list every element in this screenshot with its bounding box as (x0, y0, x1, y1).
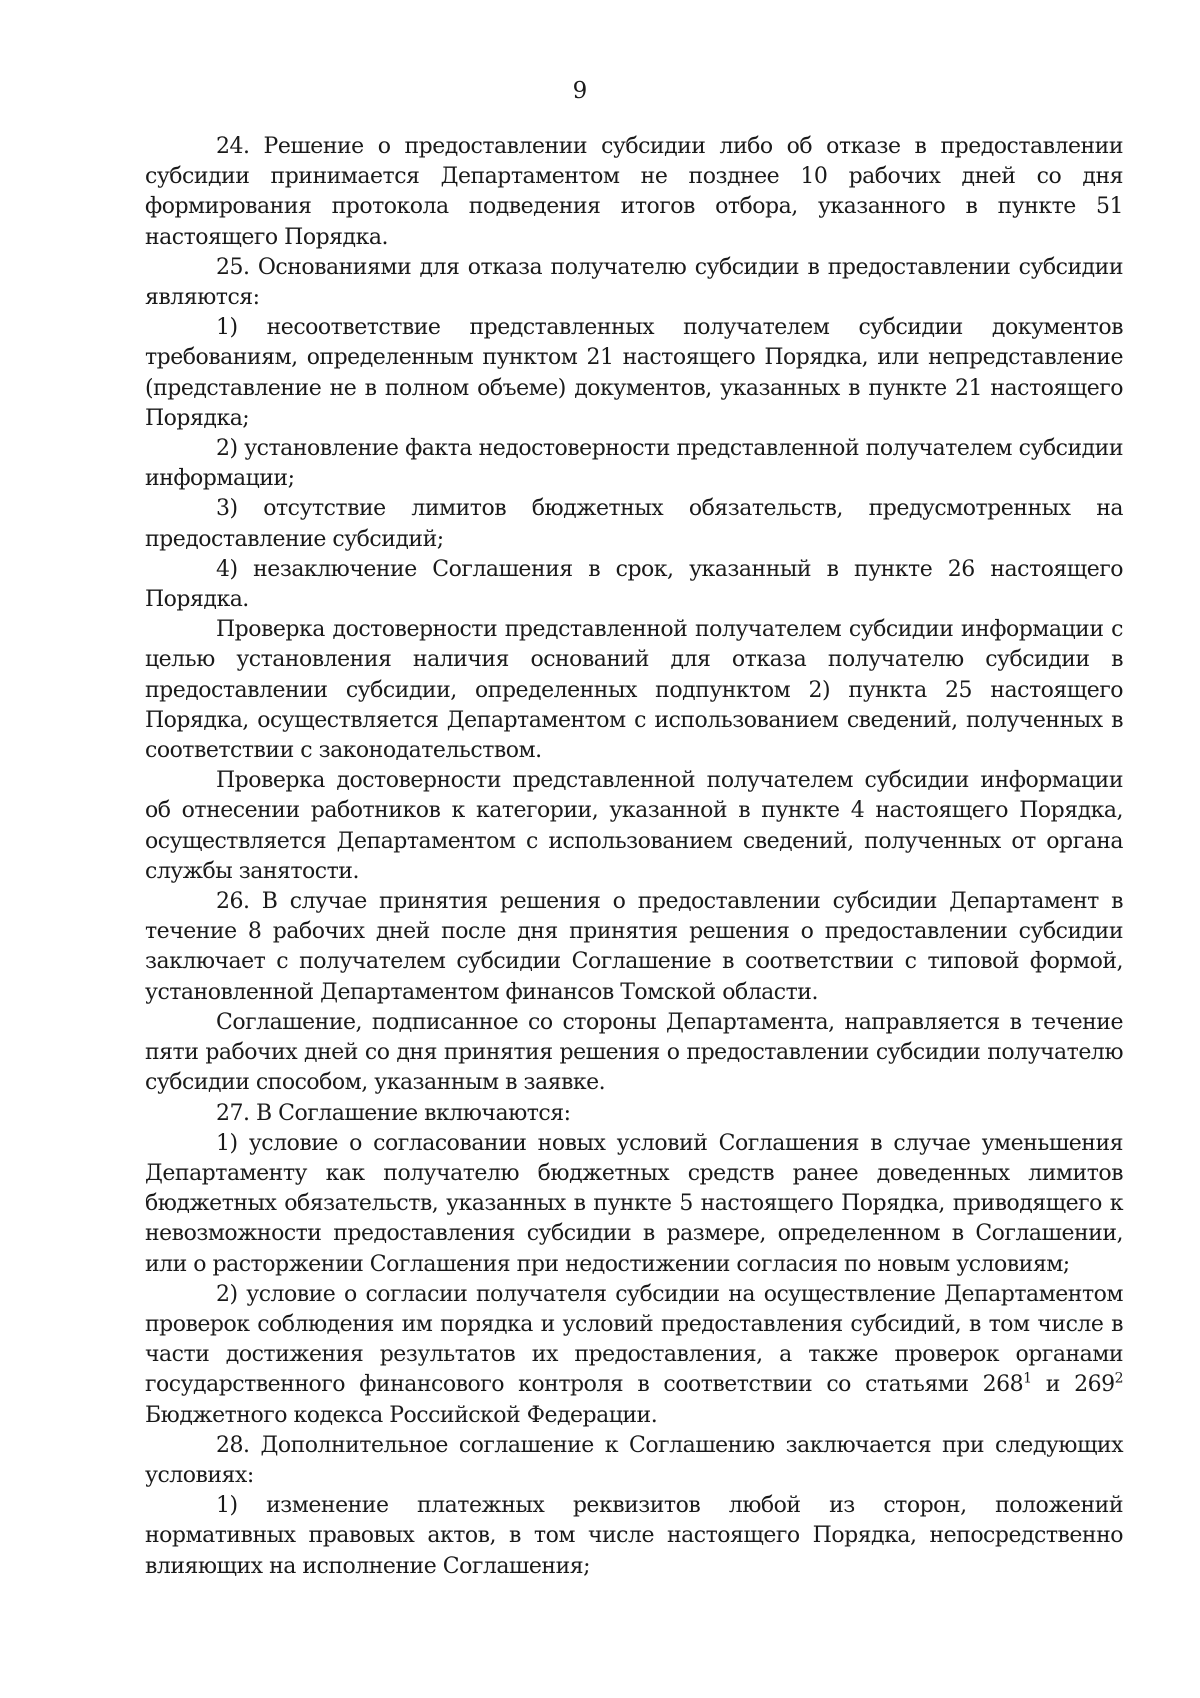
paragraph-26: 26. В случае принятия решения о предоставлении субсидии Департамент в течение 8 рабочих дней после дня принятия решения о предоставлении субсидии заключает с получателем субсидии Соглашение в соответствии с типовой формой, установленной Департаментом финансов Томской области. (145, 889, 1123, 1005)
paragraph-25-item-4: 4) незаключение Соглашения в срок, указанный в пункте 26 настоящего Порядка. (145, 556, 1123, 613)
paragraph-25-item-1: 1) несоответствие представленных получателем субсидии документов требованиям, определенным пунктом 21 настоящего Порядка, или непредставление (представление не в полном объеме) документов, указанных в пункте 21 настоящего Порядка; (145, 315, 1123, 431)
paragraph-25: 25. Основаниями для отказа получателю субсидии в предоставлении субсидии являются: (145, 254, 1123, 311)
paragraph-27-item-2-text-after: Бюджетного кодекса Российской Федерации. (145, 1402, 658, 1428)
paragraph-agreement-sending: Соглашение, подписанное со стороны Департамента, направляется в течение пяти рабочих дней со дня принятия решения о предоставлении субсидии получателю субсидии способом, указанным в заявке. (145, 1009, 1123, 1096)
paragraph-25-item-3: 3) отсутствие лимитов бюджетных обязательств, предусмотренных на предоставление субсидий; (145, 496, 1123, 552)
paragraph-25-item-2: 2) установление факта недостоверности представленной получателем субсидии информации; (145, 436, 1123, 492)
paragraph-verification-2: Проверка достоверности представленной получателем субсидии информации об отнесении работников к категории, указанной в пункте 4 настоящего Порядка, осуществляется Департаментом с использованием сведений, полученных от органа службы занятости. (145, 768, 1123, 884)
paragraph-verification-1: Проверка достоверности представленной получателем субсидии информации с целью установления наличия оснований для отказа получателю субсидии в предоставлении субсидии, определенных подпунктом 2) пункта 25 настоящего Порядка, осуществляется Департаментом с использованием сведений, полученных в соответствии с законодательством. (145, 617, 1123, 764)
paragraph-27-item-2 (145, 1280, 1123, 1431)
paragraph-28-item-1: 1) изменение платежных реквизитов любой из сторон, положений нормативных правовых актов, в том числе настоящего Порядка, непосредственно влияющих на исполнение Соглашения; (145, 1493, 1123, 1579)
paragraph-27-item-2-text-middle: и 269 (1031, 1372, 1115, 1398)
page-number: 9 (572, 78, 588, 104)
superscript-2: 2 (1114, 1371, 1123, 1387)
paragraph-28: 28. Дополнительное соглашение к Соглашению заключается при следующих условиях: (145, 1432, 1123, 1488)
paragraph-24: 24. Решение о предоставлении субсидии либо об отказе в предоставлении субсидии принимается Департаментом не позднее 10 рабочих дней со дня формирования протокола подведения итогов отбора, указанного в пункте 51 настоящего Порядка. (145, 134, 1123, 250)
paragraph-27-item-1: 1) условие о согласовании новых условий Соглашения в случае уменьшения Департаменту как получателю бюджетных средств ранее доведенных лимитов бюджетных обязательств, указанных в пункте 5 настоящего Порядка, приводящего к невозможности предоставления субсидии в размере, определенном в Соглашении, или о расторжении Соглашения при недостижении согласия по новым условиям; (145, 1130, 1123, 1277)
document-body (145, 132, 1123, 1582)
paragraph-27-item-2-text-before: 2) условие о согласии получателя субсидии на осуществление Департаментом проверок соблюдения им порядка и условий предоставления субсидий, в том числе в части достижения результатов их предоставления, а также проверок органами государственного финансового контроля в соответствии со статьями 268 (145, 1281, 1123, 1398)
paragraph-27: 27. В Соглашение включаются: (216, 1100, 571, 1126)
superscript-1: 1 (1023, 1371, 1032, 1387)
